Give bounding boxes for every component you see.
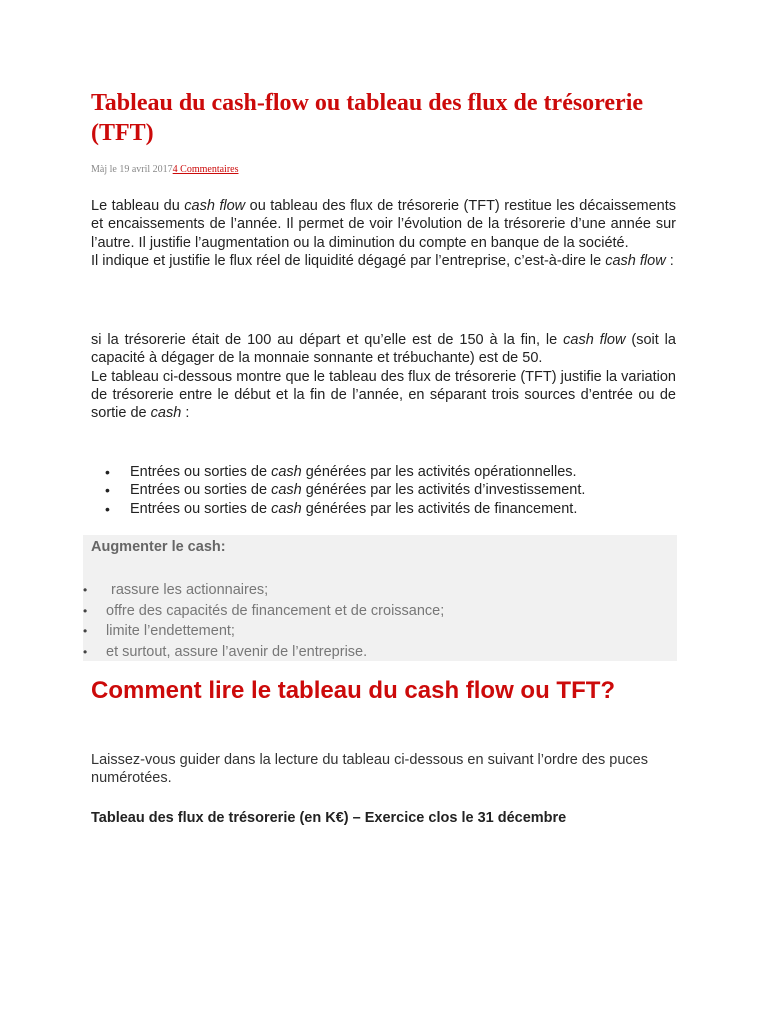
list-item (91, 463, 676, 481)
list-item: • rassure les actionnaires; (83, 580, 677, 601)
italic-term: cash flow (184, 198, 246, 214)
intro-paragraph (91, 197, 676, 270)
text-span: Le tableau ci-dessous montre que le tableau des flux de trésorerie (TFT) justifie la variation de trésorerie entre le début et la fin de l’année, en séparant trois sources d’entrée ou de sortie de (91, 368, 676, 422)
list-item: • et surtout, assure l’avenir de l’entreprise. (83, 642, 677, 663)
text-span: : (181, 405, 190, 422)
text-span: ou tableau des flux de trésorerie (TFT) restitue les décaissements et encaissements de l’année. Il permet de voir l’évolution de la trésorerie d’une année sur l’autre. Il justifie l’augmentation ou la diminution du compte en banque de la société. (91, 198, 676, 251)
text-span: Entrées ou sorties de (130, 482, 272, 499)
text-span: Entrées ou sorties de (130, 500, 272, 517)
section-heading: Comment lire le tableau du cash flow ou TFT? (91, 677, 616, 704)
article-meta (91, 164, 238, 175)
italic-term: cash (150, 405, 182, 422)
list-item: • offre des capacités de financement et de croissance; (83, 601, 677, 622)
text-span: générées par les activités d’investissement. (301, 482, 586, 499)
highlight-box-title: Augmenter le cash: (91, 539, 226, 555)
comments-link[interactable]: 4 Commentaires (172, 164, 239, 175)
article-title: Tableau du cash-flow ou tableau des flux de trésorerie (TFT) (91, 90, 644, 146)
text-span: Il indique et justifie le flux réel de liquidité dégagé par l’entreprise, c’est-à-dire le (91, 252, 606, 269)
italic-term: cash (271, 482, 302, 499)
cash-sources-list (91, 463, 676, 518)
italic-term: cash flow (563, 332, 626, 348)
text-span: Le tableau du (91, 198, 185, 214)
text-span: si la trésorerie était de 100 au départ et qu’elle est de 150 à la fin, le (91, 332, 564, 348)
italic-term: cash (271, 464, 302, 480)
table-caption: Tableau des flux de trésorerie (en K€) – Exercice clos le 31 décembre (91, 810, 567, 826)
text-span: Entrées ou sorties de (130, 464, 272, 480)
italic-term: cash flow (605, 252, 666, 269)
text-span: (soit la capacité à dégager de la monnaie sonnante et trébuchante) est de 50. (91, 332, 676, 367)
text-span: : (665, 252, 674, 269)
publish-date: Màj le 19 avril 2017 (91, 164, 173, 175)
text-span: générées par les activités opérationnelles. (301, 464, 577, 480)
highlight-box-list (83, 580, 677, 662)
italic-term: cash (271, 500, 302, 517)
list-item (91, 500, 676, 518)
guide-paragraph: Laissez-vous guider dans la lecture du tableau ci-dessous en suivant l’ordre des puces numérotées. (91, 752, 648, 787)
text-span: générées par les activités de financement. (301, 500, 578, 517)
list-item: • limite l’endettement; (83, 621, 677, 642)
list-item (91, 481, 676, 499)
example-paragraph (91, 331, 676, 422)
